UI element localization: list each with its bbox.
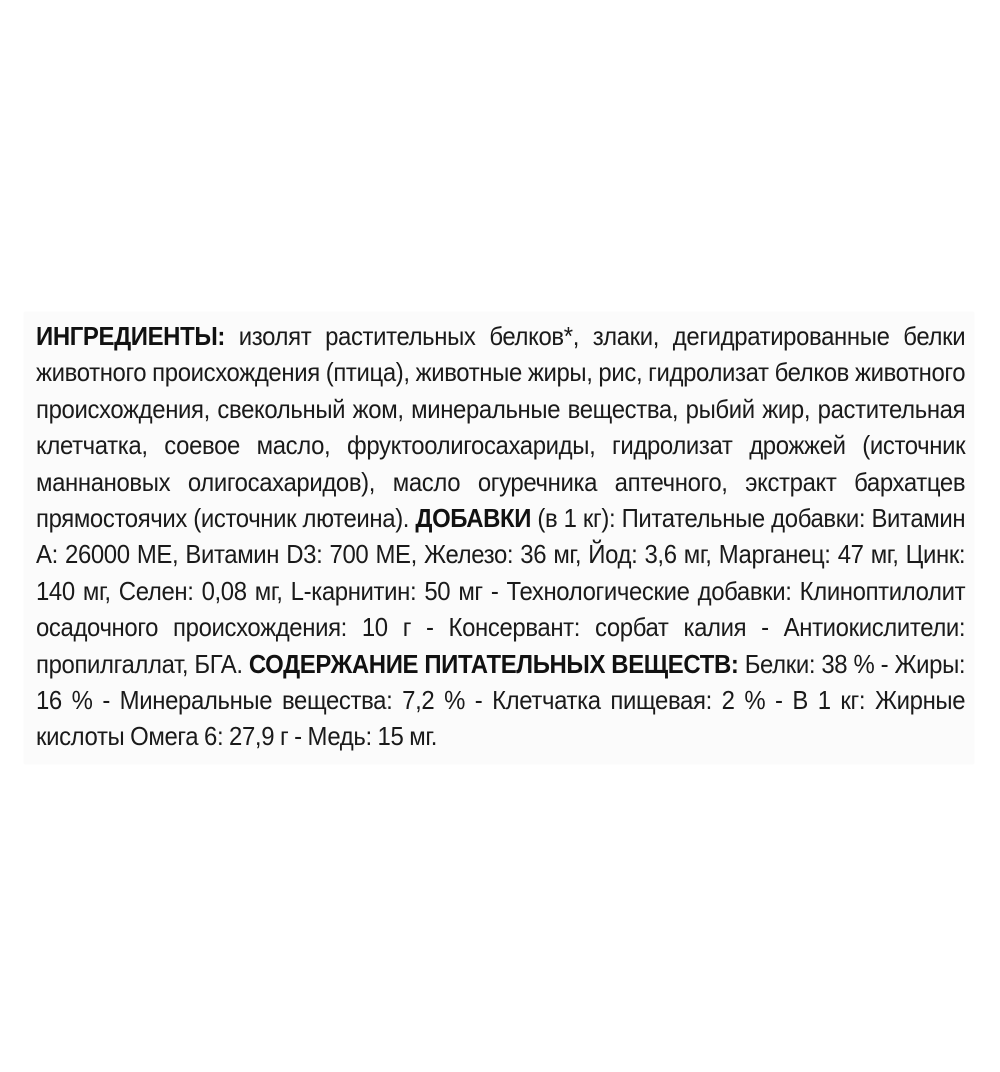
additives-heading: ДОБАВКИ bbox=[415, 503, 532, 534]
nutrients-text: Белки: 38 % - Жиры: 16 % - Минеральные вещества: 7,2 % - Клетчатка пищевая: 2 % - В 1 кг: Жирные кислоты Омега 6: 27,9 г - Медь: 15 мг. bbox=[36, 648, 966, 752]
nutrients-heading: СОДЕРЖАНИЕ ПИТАТЕЛЬНЫХ ВЕЩЕСТВ: bbox=[248, 648, 739, 679]
ingredients-text: изолят растительных белков*, злаки, дегидратированные белки животного происхождения (птица), животные жиры, рис, гидролизат белков животного происхождения, свекольный жом, минеральные вещества, рыбий жир, растительная клетчатка, соевое масло, фруктоолигосахариды, гидролизат дрожжей (источник маннановых олигосахаридов), масло огуречника аптечного, экстракт бархатцев прямостоячих (источник лютеина). bbox=[36, 321, 966, 534]
composition-paragraph bbox=[36, 318, 965, 755]
ingredients-heading: ИНГРЕДИЕНТЫ: bbox=[36, 321, 225, 351]
additives-text: (в 1 кг): Питательные добавки: Витамин А: 26000 МЕ, Витамин D3: 700 МЕ, Железо: 36 мг, Йод: 3,6 мг, Марганец: 47 мг, Цинк: 140 мг, Селен: 0,08 мг, L-карнитин: 50 мг - Технологические добавки: Клиноптилолит осадочного происхождения: 10 г - Консервант: сорбат калия - Антиокислители: пропилгаллат, БГА. bbox=[36, 503, 966, 679]
